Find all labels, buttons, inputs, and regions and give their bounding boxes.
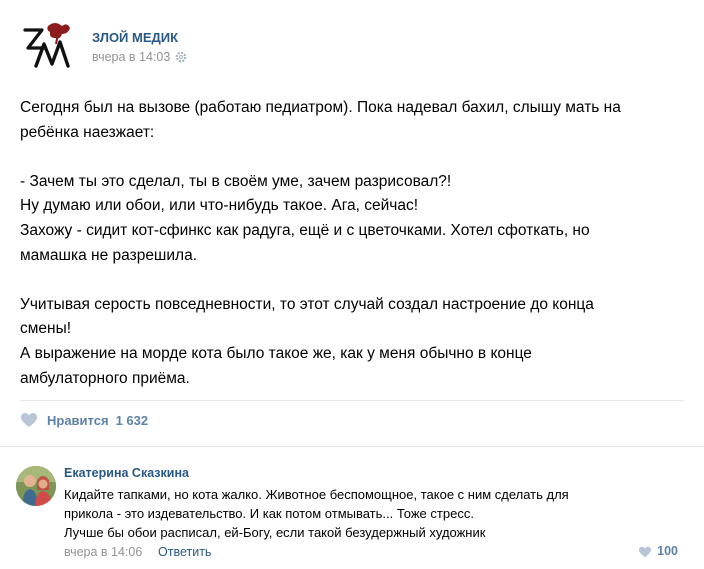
comment-line: Лучше бы обои расписал, ей-Богу, если такой безудержный художник	[64, 525, 486, 540]
community-logo[interactable]	[22, 18, 74, 70]
comment-text	[64, 485, 664, 542]
like-button[interactable]	[20, 412, 148, 428]
comment-line: Кидайте тапками, но кота жалко. Животное беспомощное, такое с ним сделать для	[64, 487, 569, 502]
post-line: Сегодня был на вызове (работаю педиатром). Пока надевал бахил, слышу мать на	[20, 99, 621, 116]
comment-author-link[interactable]: Екатерина Сказкина	[64, 466, 189, 480]
comment-like-count: 100	[657, 544, 678, 558]
post-time[interactable]: вчера в 14:03	[92, 50, 171, 64]
reply-button[interactable]: Ответить	[158, 545, 212, 559]
post-line: ребёнка наезжает:	[20, 123, 155, 141]
post-line: смены!	[20, 320, 72, 338]
post-line: Ну думаю или обои, или что-нибудь такое. Ага, сейчас!	[20, 197, 419, 215]
comment-time[interactable]: вчера в 14:06	[64, 545, 143, 559]
heart-icon	[638, 545, 652, 557]
comment-like-button[interactable]	[638, 544, 678, 558]
comment-line: прикола - это издевательство. И как потом отмывать... Тоже стресс.	[64, 506, 474, 521]
like-label: Нравится	[47, 412, 109, 428]
gear-icon[interactable]	[175, 51, 187, 63]
post-text	[20, 96, 690, 391]
post-line: - Зачем ты это сделал, ты в своём уме, зачем разрисовал?!	[20, 172, 452, 190]
post-author-link[interactable]: ЗЛОЙ МЕДИК	[92, 30, 179, 45]
avatar[interactable]	[16, 466, 56, 506]
post-line: амбулаторного приёма.	[20, 369, 190, 387]
heart-icon	[20, 412, 38, 428]
like-count: 1 632	[115, 412, 149, 428]
divider	[20, 400, 684, 401]
post-meta	[92, 50, 187, 64]
post-line: мамашка не разрешила.	[20, 246, 198, 264]
post-line: А выражение на морде кота было такое же, как у меня обычно в конце	[20, 344, 532, 362]
divider	[0, 446, 704, 447]
post-line: Учитывая серость повседневности, то этот случай создал настроение до конца	[20, 295, 594, 313]
post-line: Захожу - сидит кот-сфинкс как радуга, ещё и с цветочками. Хотел сфоткать, но	[20, 221, 590, 239]
